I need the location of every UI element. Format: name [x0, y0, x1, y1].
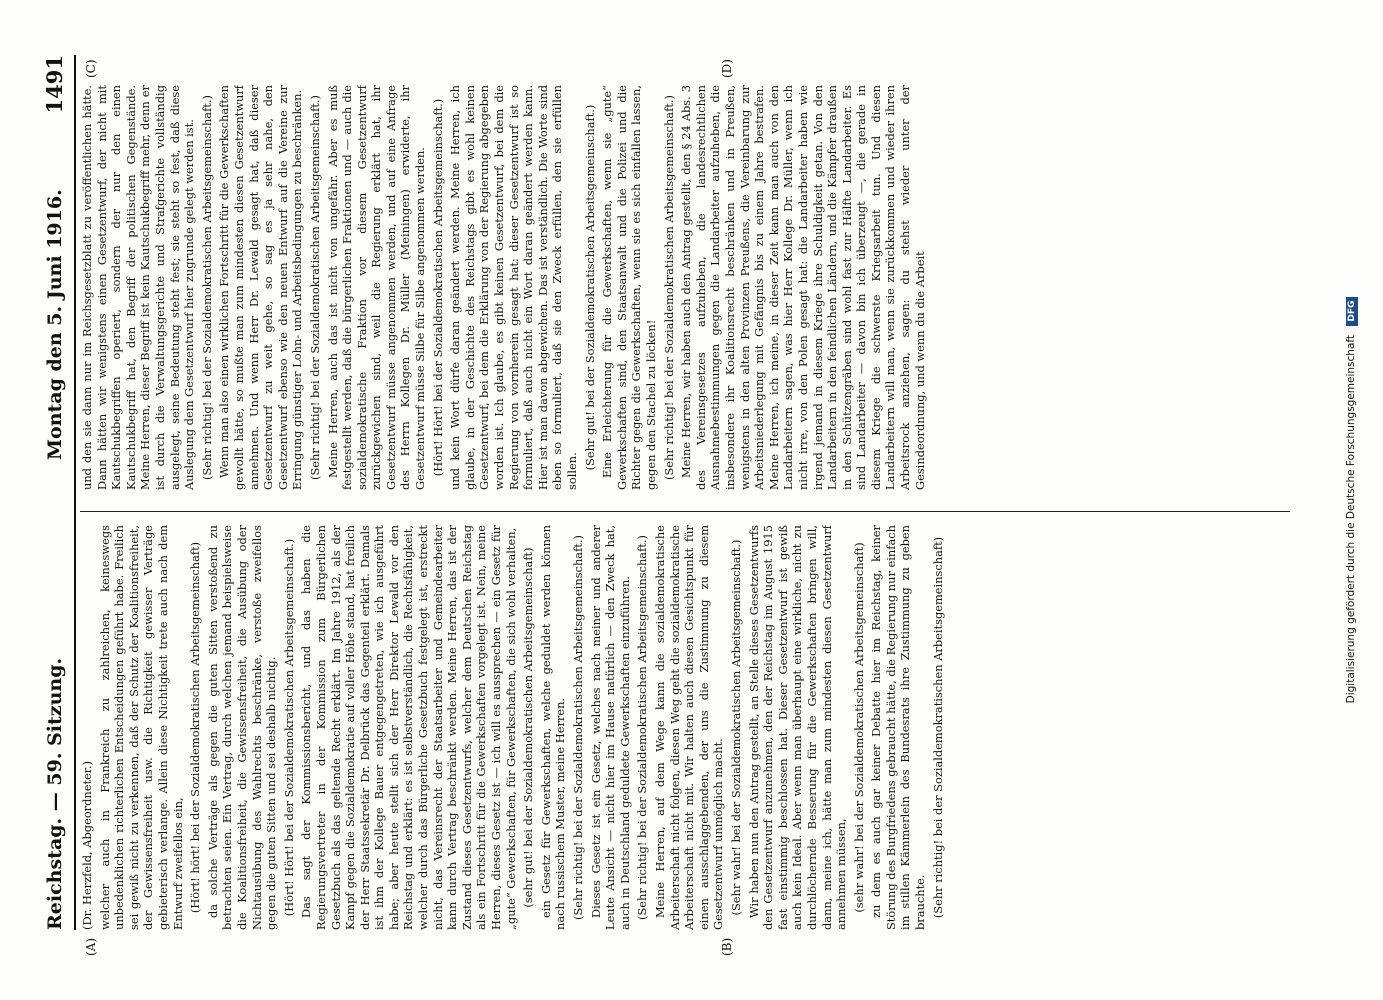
paragraph: da solche Verträge als gegen die guten Sitten verstoßend zu betrachten seien. Ein Vertrag, durch welchen jemand beispielsweise die Koalitionsfreiheit, die Gewissensfreiheit, die Ausübung oder Nichtausübung des Wahlrechts beschränke, verstoße zweifellos gegen die guten Sitten und sei deshalb nichtig.	[205, 525, 279, 930]
digitization-credit	[1345, 0, 1369, 1000]
paragraph: zu dem es auch gar keiner Debatte hier im Reichstag, keiner Störung des Burgfriedens gebraucht hätte, die Regierung nur einfach im stillen Kämmerlein des Bundesrats ihre Zustimmung zu geben brauchte.	[869, 525, 928, 930]
header-date: Montag den 5. Juni 1916.	[44, 189, 66, 460]
paragraph: Meine Herren, wir haben auch den Antrag gestellt, den § 24 Abs. 3 des Vereinsgesetzes aufzuheben, die landesrechtlichen Ausnahmebestimmungen gegen die Landarbeiter aufzuheben, die insbesondere ihr Koalitionsrecht beschränken und in Preußen, wenigstens in den alten Provinzen Preußens, die Vereinbarung zur Arbeitsniederlegung mit Gefängnis bis zu einem Jahre bestrafen. Meine Herren, ich meine, in dieser Zeit kann man auch von den Landarbeitern sagen, was hier Herr Kollege Dr. Müller, wenn ich nicht irre, von den Polen gesagt hat: die Landarbeiter haben wie irgend jemand in diesem Kriege ihre Schuldigkeit getan. Von den Landarbeitern in den feindlichen Ländern, und die Kämpfer draußen in den Schützengräben sind wohl fast zur Hälfte Landarbeiter. Es sind Landarbeiter — davon bin ich überzeugt —, die gerade in diesem Kriege die schwerste Kriegsarbeit tun. Und diesen Landarbeitern will man, wenn sie zurückkommen und wieder ihren Arbeitsrock anziehen, sagen: du stehst wieder unter der Gesindeordnung, und wenn du die Arbeit	[679, 85, 927, 490]
margin-marker-c: (C)	[84, 59, 98, 78]
page-header	[38, 55, 72, 930]
paragraph: Eine Erleichterung für die Gewerkschaften, wenn sie „gute“ Gewerkschaften sind, den Staatsanwalt und die Polizei und die Richter gegen die Gewerkschaften, wenn sie es sich einfallen lassen, gegen den Stachel zu löcken!	[600, 85, 658, 490]
left-column	[80, 525, 1290, 930]
interjection: (Sehr richtig! bei der Sozialdemokratischen Arbeitsgemeinschaft.)	[199, 95, 214, 480]
interjection: (Hört! hört! bei der Sozialdemokratischen Arbeitsgemeinschaft)	[188, 541, 203, 914]
interjection: (Sehr richtig! bei der Sozialdemokratischen Arbeitsgemeinschaft)	[930, 536, 945, 919]
paragraph: ein Gesetz für Gewerkschaften, welche geduldet werden können nach russischem Muster, meine Herren.	[538, 525, 568, 930]
interjection: (Hört! Hört! bei der Sozialdemokratischen Arbeitsgemeinschaft.)	[430, 98, 445, 477]
interjection: (sehr gut! bei der Sozialdemokratischen Arbeitsgemeinschaft)	[521, 547, 536, 908]
speaker-note: (Dr. Herzfeld, Abgeordneter.)	[80, 760, 94, 930]
interjection: (Sehr wahr! bei der Sozialdemokratischen Arbeitsgemeinschaft.)	[728, 539, 743, 916]
credit-text: Digitalisierung gefördert durch die Deutsche Forschungsgemeinschaft	[1345, 334, 1357, 704]
page-number: 1491	[42, 55, 67, 114]
interjection: (Sehr gut! bei der Sozialdemokratischen Arbeitsgemeinschaft.)	[582, 104, 597, 471]
interjection: (Sehr richtig! bei der Sozialdemokratischen Arbeitsgemeinschaft.)	[571, 535, 585, 920]
paragraph: Meine Herren, auch das ist nicht von ungefähr. Aber es muß festgestellt werden, daß die bürgerlichen Fraktionen und — auch die sozialdemokratische Fraktion vor diesem Gesetzentwurf zurückgewichen sind, weil die Regierung erklärt hat, ihr Gesetzentwurf müsse angenommen werden, und auf eine Anfrage des Herrn Kollegen Dr. Müller (Meiningen) erwiderte, ihr Gesetzentwurf müsse Silbe für Silbe angenommen werden.	[325, 85, 428, 490]
paragraph: Wenn man also einen wirklichen Fortschritt für die Gewerkschaften gewollt hätte, so mußte man zum mindesten diesen Gesetzentwurf annehmen. Und wenn Herr Dr. Lewald gesagt hat, daß dieser Gesetzentwurf zu weit gehe, so sag es ja sehr nahe, den Gesetzentwurf ebenso wie den neuen Entwurf auf die Vereine zur Erringung günstiger Lohn- und Arbeitsbedingungen zu beschränken.	[217, 85, 305, 490]
margin-marker-b: (B)	[720, 937, 734, 956]
interjection: (Sehr richtig! bei der Sozialdemokratischen Arbeitsgemeinschaft.)	[661, 95, 676, 480]
margin-marker-a: (A)	[84, 937, 98, 956]
paragraph: Meine Herren, auf dem Wege kann die sozialdemokratische Arbeiterschaft nicht folgen, diesen Weg geht die sozialdemokratische Arbeiterschaft nicht mit. Wir halten auch diesen Gesichtspunkt für einen ausschlaggebenden, der uns die Zustimmung zu diesem Gesetzentwurf unmöglich macht.	[652, 525, 726, 930]
interjection: (Sehr richtig! bei der Sozialdemokratischen Arbeitsgemeinschaft.)	[307, 95, 322, 480]
header-session: Reichstag. — 59. Sitzung.	[44, 657, 66, 930]
right-column	[80, 85, 1290, 490]
paragraph: Das sagt der Kommissionsbericht, und das haben die Regierungsvertreter in der Kommission zum Bürgerlichen Gesetzbuch als das geltende Recht erklärt. Im Jahre 1912, als der Kampf gegen die Sozialdemokratie auf voller Höhe stand, hat freilich der Herr Staatssekretär Dr. Delbrück das Gegenteil erklärt. Damals ist ihm der Kollege Bauer entgegengetreten, wie ich ausgeführt habe; aber heute stellt sich der Herr Direktor Lewald vor den Reichstag und erklärt: es ist selbstverständlich, die Rechtsfähigkeit, welcher durch das Bürgerliche Gesetzbuch festgelegt ist, erstreckt nicht, das Vereinsrecht der Staatsarbeiter und Gemeindearbeiter kann durch Vertrag beschränkt werden. Meine Herren, das ist der Zustand dieses Gesetzentwurfs, welcher dem Deutschen Reichstag als ein Fortschritt für die Gewerkschaften vorgelegt ist. Nein, meine Herren, dieses Gesetz ist — ich will es aussprechen — ein Gesetz für „gute“ Gewerkschaften, für Gewerkschaften, die sich wohl verhalten,	[299, 525, 518, 930]
interjection: (Sehr richtig! bei der Sozialdemokratischen Arbeitsgemeinschaft.)	[635, 535, 650, 920]
paragraph: und kein Wort dürfe daran geändert werden. Meine Herren, ich glaube, in der Geschichte des Reichstags gibt es wohl keinen Gesetzentwurf, bei dem die Erklärung von der Regierung abgegeben worden ist. Ich glaube, es gibt keinen Gesetzentwurf, bei dem die Regierung von vornherein gesagt hat: dieser Gesetzentwurf ist so formuliert, daß auch nicht ein Wort daran geändert werden kann. Hier ist man davon abgewichen. Das ist verständlich. Die Worte sind eben so formuliert, daß sie den Zweck erfüllen, den sie erfüllen sollen.	[448, 85, 579, 490]
header-rule	[74, 55, 76, 930]
interjection: (sehr wahr! bei der Sozialdemokratischen Arbeitsgemeinschaft)	[851, 542, 866, 913]
paragraph: Wir haben nun den Antrag gestellt, an Stelle dieses Gesetzentwurfs den Gesetzentwurf anzunehmen, den der Reichstag im August 1915 fast einstimmig beschlossen hat. Dieser Gesetzentwurf ist gewiß auch kein Ideal. Aber wenn man überhaupt eine wirkliche, nicht zu durchlöchernde Besserung für die Gewerkschaften bringen will, dann, meine ich, hätte man zum mindesten diesen Gesetzentwurf annehmen müssen,	[746, 525, 849, 930]
column-divider	[80, 511, 1290, 512]
margin-marker-d: (D)	[720, 59, 734, 78]
paragraph: Dieses Gesetz ist ein Gesetz, welches nach meiner und anderer Leute Ansicht — nicht hier im Hause natürlich — den Zweck hat, auch in Deutschland geduldete Gewerkschaften einzuführen.	[588, 525, 632, 930]
interjection: (Hört! Hört! bei der Sozialdemokratischen Arbeitsgemeinschaft.)	[281, 538, 296, 917]
dfg-logo: DFG	[1346, 297, 1358, 326]
paragraph: und den sie dann nur im Reichsgesetzblatt zu veröffentlichen hätte. Dann hätten wir wenigstens einen Gesetzentwurf, der nicht mit Kautschukbegriffen operiert, sondern der nur den einen Kautschukbegriff hat, den Begriff der politischen Gegenstände. Meine Herren, dieser Begriff ist kein Kautschukbegriff mehr, denn er ist durch die Verwaltungsgerichte und Strafgerichte vollständig ausgelegt, seine Bedeutung steht fest; sie steht so fest, daß diese Auslegung dem Gesetzentwurf hier zugrunde gelegt werden ist.	[80, 85, 197, 490]
paragraph: welcher auch in Frankreich zu zahlreichen, keineswegs unbedenklichen richterlichen Entscheidungen geführt habe. Freilich sei gewiß nicht zu verkennen, daß der Schutz der Koalitionsfreiheit, der Gewissensfreiheit usw. die Richtigkeit gewisser Verträge gebieterisch verlange. Allein diese Nichtigkeit trete auch nach dem Entwurf zweifellos ein,	[97, 525, 185, 930]
